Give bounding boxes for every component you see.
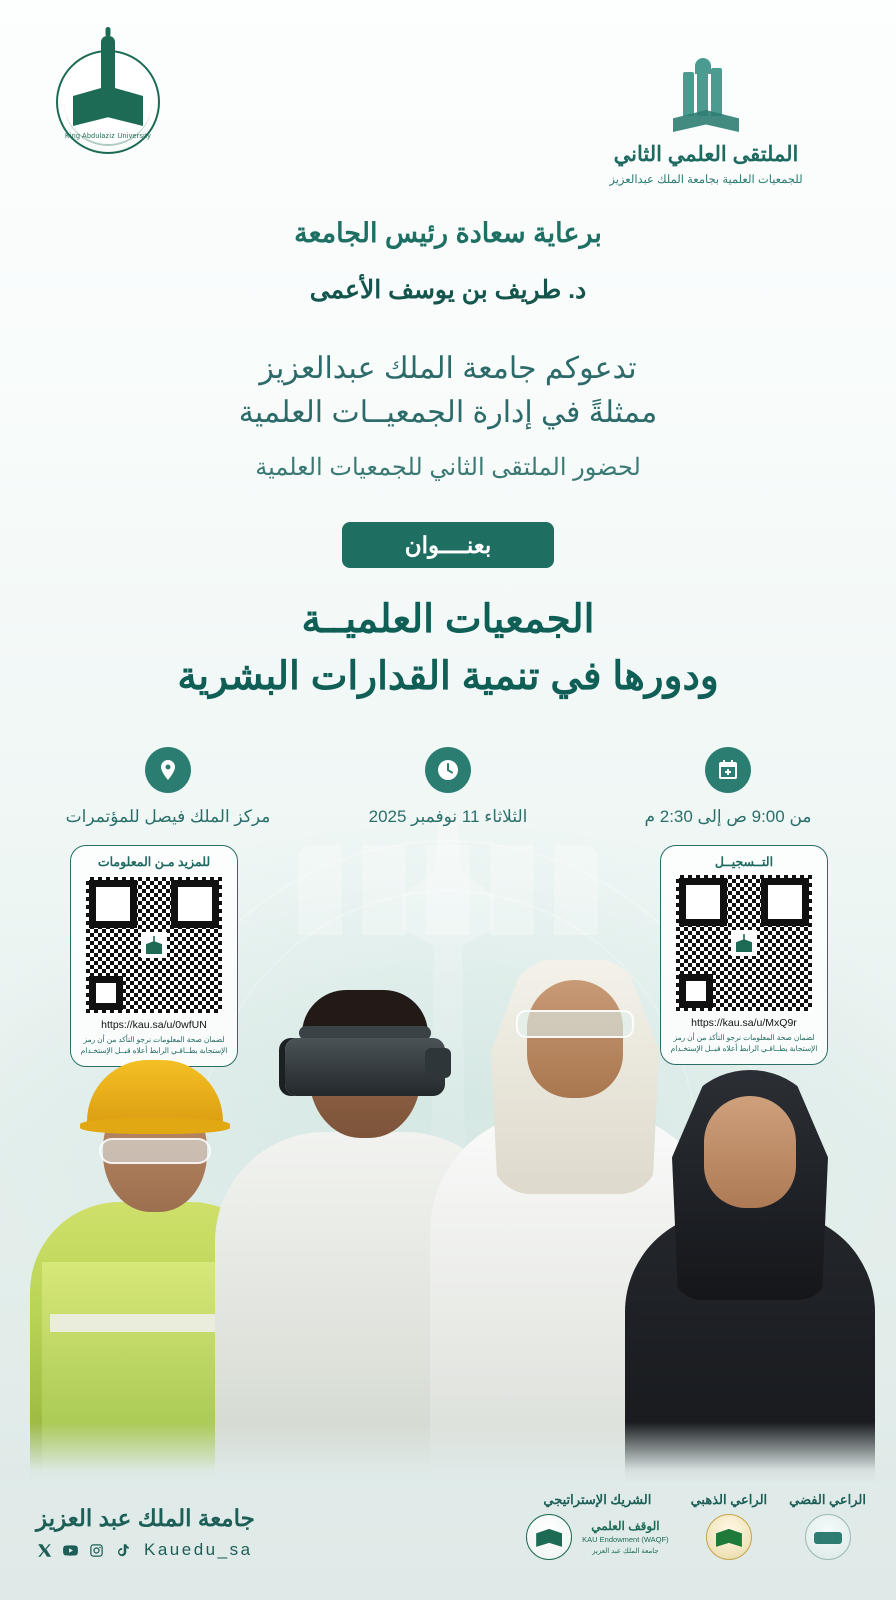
sponsor-silver-label: الراعي الفضي xyxy=(789,1492,866,1507)
event-details-row xyxy=(0,747,896,827)
forum-title: الملتقى العلمي الثاني xyxy=(613,143,799,166)
waqf-subtitle-en: KAU Endowment (WAQF) xyxy=(582,1535,669,1544)
qr-more-info-note: لضمان صحة المعلومات نرجو التأكد من أن رمز الإستجابة بطــاقـي الرابط أعلاه قبــل الإستخـدام xyxy=(80,1034,228,1056)
photo-fade-overlay xyxy=(0,1422,896,1482)
youtube-icon[interactable] xyxy=(62,1542,79,1559)
university-logo xyxy=(48,50,168,180)
patron-line: برعاية سعادة رئيس الجامعة xyxy=(294,218,602,248)
waqf-subtitle-ar: جامعة الملك عبد العزيز xyxy=(592,1548,659,1555)
x-twitter-icon[interactable] xyxy=(36,1542,53,1559)
kau-waqf-logo-icon xyxy=(582,1519,668,1555)
event-detail-location xyxy=(58,747,278,827)
calendar-add-icon xyxy=(705,747,751,793)
poster-content xyxy=(0,218,896,1075)
location-pin-icon xyxy=(145,747,191,793)
event-detail-time xyxy=(618,747,838,827)
sponsor-silver xyxy=(789,1492,866,1560)
social-media-row xyxy=(36,1540,255,1560)
clock-icon xyxy=(425,747,471,793)
university-seal-label: King Abdulaziz University xyxy=(64,133,152,140)
instagram-icon[interactable] xyxy=(88,1542,105,1559)
main-title-line-2: ودورها في تنمية القدارات البشرية xyxy=(177,654,719,698)
sponsor-strategic xyxy=(526,1492,668,1560)
forum-book-logo-icon xyxy=(669,58,743,132)
forum-logo xyxy=(556,58,856,186)
silver-sponsor-logo-icon xyxy=(805,1514,851,1560)
event-location-text: مركز الملك فيصل للمؤتمرات xyxy=(65,807,271,827)
sponsor-strategic-label: الشريك الإستراتيجي xyxy=(543,1492,652,1507)
invitation-subtext: لحضور الملتقى الثاني للجمعيات العلمية xyxy=(255,454,641,481)
sponsor-group xyxy=(526,1492,866,1560)
footer-brand-name: جامعة الملك عبد العزيز xyxy=(36,1505,255,1531)
tiktok-icon[interactable] xyxy=(114,1542,131,1559)
invitation-line-2: ممثلةً في إدارة الجمعيــات العلمية xyxy=(238,395,658,429)
event-date-text: الثلاثاء 11 نوفمبر 2025 xyxy=(368,807,528,827)
qr-more-info-url[interactable]: https://kau.sa/u/0wfUN xyxy=(101,1018,207,1031)
sponsor-gold xyxy=(691,1492,768,1560)
title-chip: بعنــــوان xyxy=(342,522,554,568)
people-photo-group xyxy=(0,960,896,1482)
page-title xyxy=(0,592,896,705)
qr-registration-note: لضمان صحة المعلومات نرجو التأكد من أن رمز الإستجابة بطــاقـي الرابط أعلاه قبــل الإستخـدام xyxy=(670,1033,818,1054)
person-professional-woman xyxy=(625,1012,875,1482)
qr-registration-url[interactable]: https://kau.sa/u/MxQ9r xyxy=(691,1017,797,1030)
social-handle[interactable]: Kauedu_sa xyxy=(144,1540,253,1559)
sponsor-gold-label: الراعي الذهبي xyxy=(690,1492,768,1507)
patron-name: د. طريف بن يوسف الأعمى xyxy=(309,276,587,304)
qr-more-info-label: للمزيد مـن المعلومات xyxy=(97,855,211,870)
forum-subtitle: للجمعيات العلمية بجامعة الملك عبدالعزيز xyxy=(609,174,803,186)
poster-header xyxy=(0,0,896,210)
main-title-line-1: الجمعيات العلميــة xyxy=(301,598,595,641)
invitation-text xyxy=(0,347,896,434)
qr-registration-label: التــسجيــل xyxy=(714,855,774,870)
sponsors-footer xyxy=(0,1492,896,1560)
kau-university-logo-icon xyxy=(526,1514,572,1560)
event-time-text: من 9:00 ص إلى 2:30 م xyxy=(644,807,812,827)
kau-seal-icon xyxy=(56,50,160,154)
footer-brand xyxy=(36,1505,255,1560)
invitation-line-1: تدعوكم جامعة الملك عبدالعزيز xyxy=(259,352,637,385)
gold-sponsor-logo-icon xyxy=(706,1514,752,1560)
waqf-title: الوقف العلمي xyxy=(591,1519,660,1533)
event-detail-date xyxy=(338,747,558,827)
